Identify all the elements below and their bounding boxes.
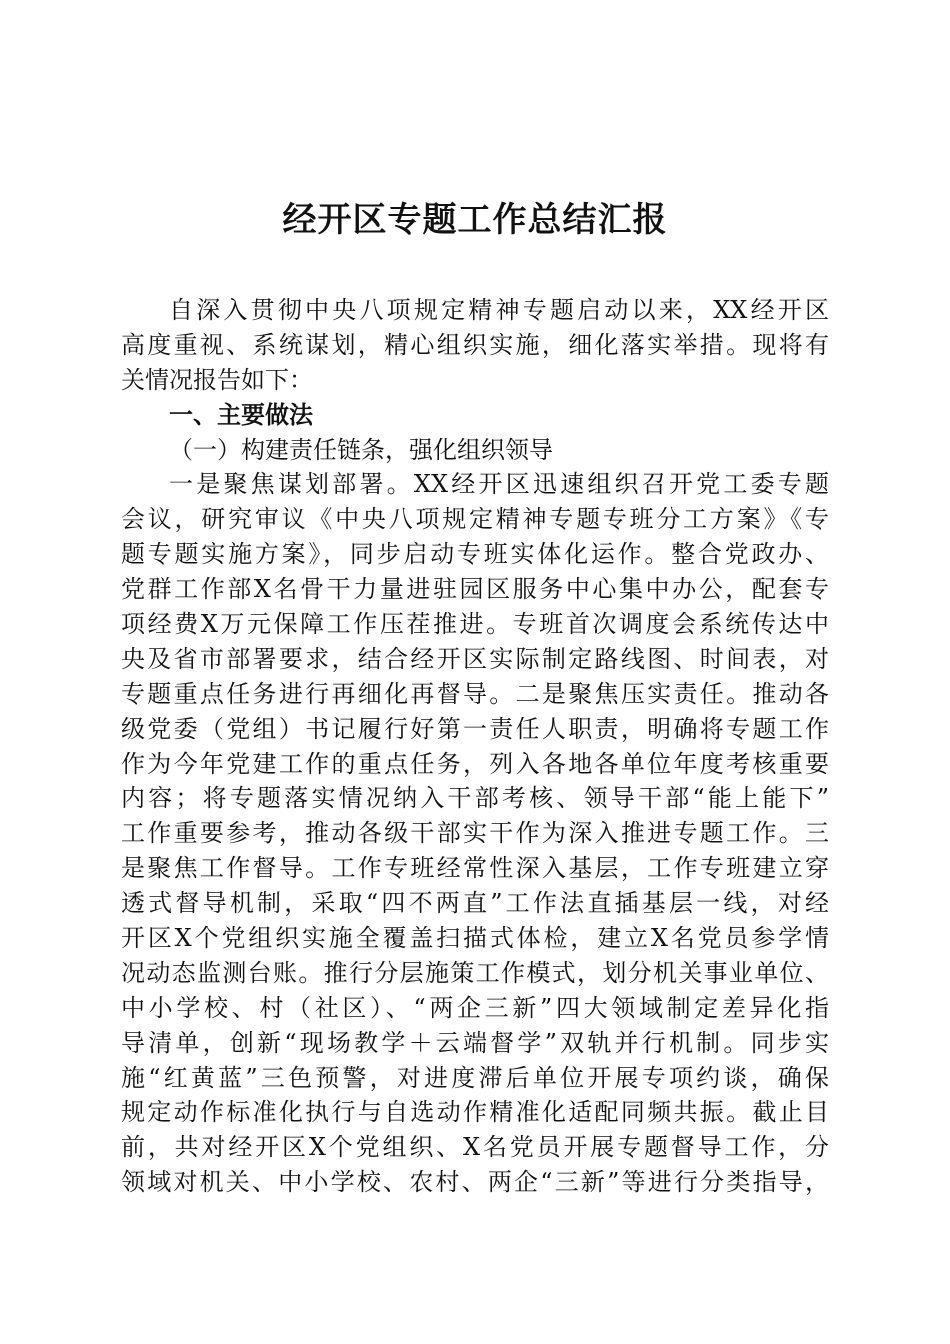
paragraph-line: 中小学校、村（社区）、“两企三新”四大领域制定差异化指 [121, 993, 829, 1022]
paragraph-line: 自深入贯彻中央八项规定精神专题启动以来，XX经开区 [169, 296, 829, 324]
paragraph-line: 会议，研究审议《中央八项规定精神专题专班分工方案》《专 [121, 505, 829, 534]
paragraph-line: 级党委（党组）书记履行好第一责任人职责，明确将专题工作 [121, 714, 829, 743]
paragraph-line: 开区X个党组织实施全覆盖扫描式体检，建立X名党员参学情 [121, 924, 829, 953]
paragraph-line: 领域对机关、中小学校、农村、两企“三新”等进行分类指导， [121, 1168, 829, 1197]
paragraph-line: 关情况报告如下： [121, 365, 313, 394]
paragraph-line: 党群工作部X名骨干力量进驻园区服务中心集中办公，配套专 [121, 575, 829, 604]
paragraph-line: 施“红黄蓝”三色预警，对进度滞后单位开展专项约谈，确保 [121, 1063, 829, 1092]
paragraph-line: 透式督导机制，采取“四不两直”工作法直插基层一线，对经 [121, 889, 829, 918]
paragraph-line: 内容；将专题落实情况纳入干部考核、领导干部“能上能下” [121, 784, 829, 813]
paragraph-line: 高度重视、系统谋划，精心组织实施，细化落实举措。现将有 [121, 330, 829, 359]
paragraph-line: 是聚焦工作督导。工作专班经常性深入基层，工作专班建立穿 [121, 854, 829, 883]
section-heading: 一、主要做法 [169, 399, 313, 429]
document-body [121, 293, 829, 1200]
paragraph-line: 前，共对经开区X个党组织、X名党员开展专题督导工作，分 [121, 1133, 829, 1162]
paragraph-line: 央及省市部署要求，结合经开区实际制定路线图、时间表，对 [121, 644, 829, 673]
paragraph-line: 况动态监测台账。推行分层施策工作模式，划分机关事业单位、 [121, 958, 829, 987]
subsection-heading: （一）构建责任链条，强化组织领导 [169, 435, 553, 464]
paragraph-line: 作为今年党建工作的重点任务，列入各地各单位年度考核重要 [121, 749, 829, 778]
paragraph-line: 一是聚焦谋划部署。XX经开区迅速组织召开党工委专题 [169, 470, 829, 499]
document-title: 经开区专题工作总结汇报 [282, 200, 668, 240]
paragraph-line: 工作重要参考，推动各级干部实干作为深入推进专题工作。三 [121, 819, 829, 848]
paragraph-line: 导清单，创新“现场教学＋云端督学”双轨并行机制。同步实 [121, 1028, 829, 1057]
paragraph-line: 题专题实施方案》，同步启动专班实体化运作。整合党政办、 [121, 540, 829, 569]
paragraph-line: 项经费X万元保障工作压茬推进。专班首次调度会系统传达中 [121, 610, 829, 639]
paragraph-line: 专题重点任务进行再细化再督导。二是聚焦压实责任。推动各 [121, 679, 829, 708]
paragraph-line: 规定动作标准化执行与自选动作精准化适配同频共振。截止目 [121, 1098, 829, 1127]
